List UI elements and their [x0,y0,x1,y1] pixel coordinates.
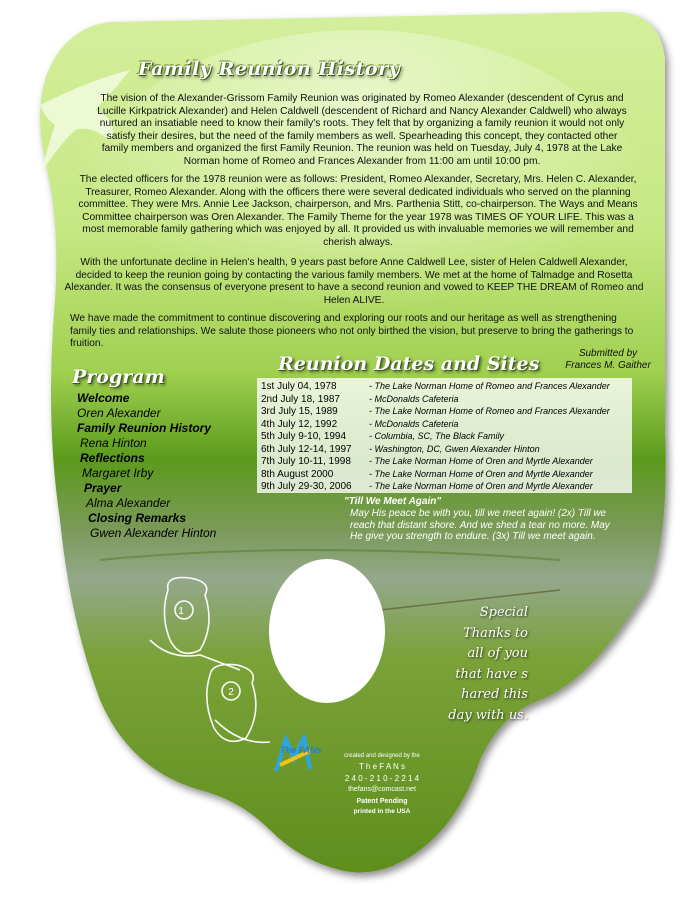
program-item-name: Oren Alexander [77,406,161,420]
date-row: 7th July 10-11, 1998 - The Lake Norman Home of Oren and Myrtle Alexander [261,456,593,467]
poem-title: "Till We Meet Again" [344,496,442,507]
credit-line: created and designed by the [344,753,420,759]
program-item-name: Rena Hinton [80,436,147,450]
date-row: 8th August 2000 - The Lake Norman Home of Oren and Myrtle Alexander [261,468,593,480]
poem-text: May His peace be with you, till we meet again! (2x) Till we reach that distant shore. And we shed a tear no more. May He give you strength to endure. (3x) Till we meet again. [350,508,610,542]
date-row: 2nd July 18, 1987 - McDonalds Cafeteria [261,393,459,405]
date-row: 1st July 04, 1978 - The Lake Norman Home of Romeo and Frances Alexander [261,381,610,392]
program-heading: Program [72,366,165,388]
program-item-name: Margaret Irby [82,466,154,480]
dates-heading: Reunion Dates and Sites [278,353,540,375]
program-item-heading: Welcome [77,391,130,405]
history-paragraph-1: The vision of the Alexander-Grissom Family Reunion was originated by Romeo Alexander (descendent of Cyrus and Lucille Kirkpatrick Alexander) and Helen Caldwell (descendent of Richard and Nancy Alexander Caldwell) who always nurtured an insatiable need to know their family's roots. They felt that by organizing a family reunion it would not only satisfy their desires, but the need of the family members as well. Spearheading this concept, they contacted other family members and organized the first Family Reunion. The reunion was held on Tuesday, July 4, 1978 at the Lake Norman home of Romeo and Frances Alexander from 11:00 am until 10:00 pm. [97,93,627,167]
logo-text: The FANs [280,745,322,755]
date-row: 4th July 12, 1992 - McDonalds Cafeteria [261,418,459,430]
special-thanks: Special Thanks to all of you that have s hared this day with us. [448,605,528,723]
credit-line: T h e F A N s [358,762,406,771]
date-row: 3rd July 15, 1989 - The Lake Norman Home of Romeo and Frances Alexander [261,406,610,417]
credit-line: Patent Pending [356,798,408,805]
credit-line: printed in the USA [353,808,411,815]
program-item-heading: Family Reunion History [77,421,212,435]
program-item-heading: Prayer [84,481,122,495]
submitted-by: Submitted by Frances M. Gaither [565,348,651,371]
svg-text:2: 2 [228,687,234,698]
history-paragraph-3: With the unfortunate decline in Helen's health, 9 years past before Anne Caldwell Lee, sister of Helen Caldwell Alexander, decided to keep the reunion going by contacting the various family members. We met at the home of Talmadge and Rosetta Alexander. It was the consensus of everyone present to have a second reunion and vowed to KEEP THE DREAM of Romeo and Helen ALIVE. [64,257,644,306]
date-row: 5th July 9-10, 1994 - Columbia, SC, The Black Family [261,431,505,442]
dates-table [257,378,632,493]
page-title: Family Reunion History [138,58,401,80]
program-item-heading: Closing Remarks [88,511,187,525]
credit-email: thefans@comcast.net [348,786,416,793]
history-paragraph-2: The elected officers for the 1978 reunion were as follows: President, Romeo Alexander, Secretary, Mrs. Helen C. Alexander, Treasurer, Romeo Alexander. Along with the officers there were several dedicated individuals who served on the planning committee. They were Mrs. Annie Lee Jackson, chairperson, and Mrs. Parthenia Stitt, co-chairperson. The Ways and Means Committee chairperson was Oren Alexander. The Family Theme for the year 1978 was TIMES OF YOUR LIFE. This was a most memorable family gathering which was enjoyed by all. It provided us with invaluable memories we will remember and cherish always. [78,174,638,248]
program-item-name: Alma Alexander [86,496,171,510]
date-row: 6th July 12-14, 1997 - Washington, DC, Gwen Alexander Hinton [261,443,540,455]
the-fans-logo [270,735,318,777]
credit-phone: 2 4 0 - 2 1 0 - 2 2 1 4 [344,774,420,783]
program-item-heading: Reflections [80,451,145,465]
history-paragraph-4: We have made the commitment to continue discovering and exploring our roots and our heritage as well as strengthening family ties and relationships. We salute those pioneers who not only birthed the vision, but preserve to bring the gatherings to fruition. [70,313,634,350]
svg-text:1: 1 [178,606,184,617]
date-row: 9th July 29-30, 2006 - The Lake Norman Home of Oren and Myrtle Alexander [261,481,593,492]
program-item-name: Gwen Alexander Hinton [90,526,217,540]
